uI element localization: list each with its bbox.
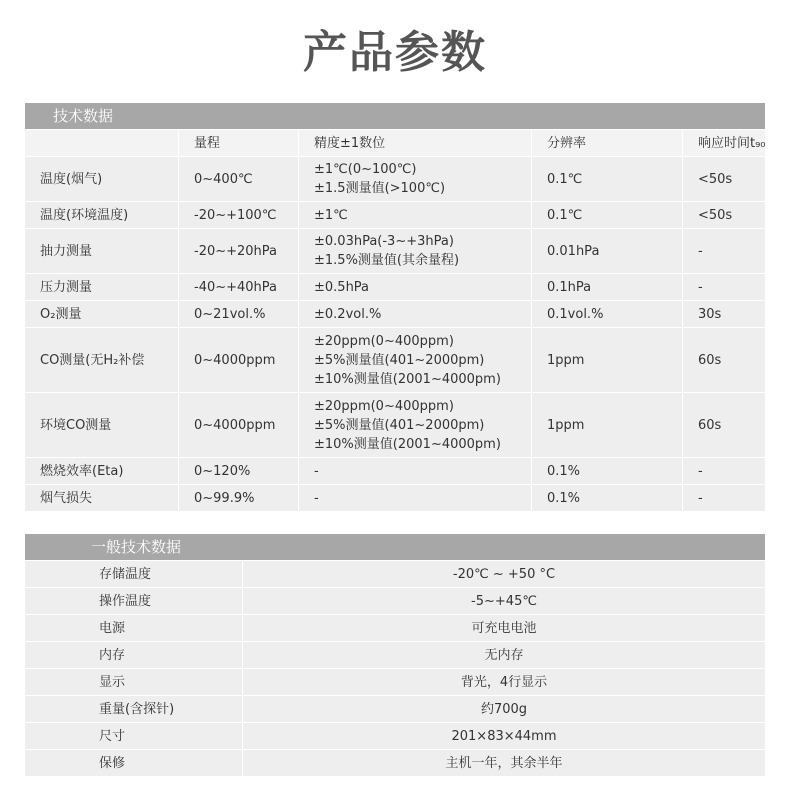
spec-label: 存储温度 (99, 566, 152, 582)
cell-line: ±5%测量值(401~2000pm) (314, 417, 485, 433)
response-time-value: - (682, 458, 765, 484)
cell-line: ±0.2vol.% (314, 306, 382, 322)
column-header: 精度±1数位 (298, 130, 531, 156)
cell-line: ±1℃ (314, 207, 348, 223)
table-row (25, 201, 765, 228)
response-time-value: - (682, 229, 765, 273)
column-header: 响应时间t₉₀ (682, 130, 765, 156)
spec-label: 保修 (99, 755, 126, 771)
table-row (25, 457, 765, 484)
response-time-value: 30s (682, 301, 765, 327)
cell-line: - (314, 490, 319, 506)
spec-value: 约700g (242, 696, 765, 722)
response-time-value: 60s (682, 393, 765, 457)
spec-label: 操作温度 (99, 593, 152, 609)
response-time-value: - (682, 274, 765, 300)
parameter-name: 压力测量 (40, 279, 93, 295)
table-row (25, 749, 765, 776)
column-header (25, 130, 178, 156)
resolution-value: 0.1℃ (531, 202, 682, 228)
resolution-value: 1ppm (531, 393, 682, 457)
range-value: 0~400℃ (178, 157, 298, 201)
spec-value: 背光，4行显示 (242, 669, 765, 695)
parameter-name: 温度(烟气) (40, 171, 103, 187)
cell-line: ±1℃(0~100℃) (314, 162, 417, 177)
general-section-header (25, 534, 765, 560)
table-header-row (25, 129, 765, 156)
resolution-value: 0.1vol.% (531, 301, 682, 327)
table-row (25, 560, 765, 587)
cell-line: ±10%测量值(2001~4000pm) (314, 371, 501, 387)
resolution-value: 0.1% (531, 458, 682, 484)
general-data-table (25, 560, 765, 776)
spec-value: -20℃ ~ +50 °C (242, 561, 765, 587)
accuracy-value (298, 274, 531, 300)
spec-label: 显示 (99, 674, 126, 690)
parameter-name: 温度(环境温度) (40, 207, 129, 223)
parameter-name: 环境CO测量 (40, 417, 112, 433)
resolution-value: 0.1hPa (531, 274, 682, 300)
parameter-name: 烟气损失 (40, 490, 93, 506)
resolution-value: 1ppm (531, 328, 682, 392)
column-header: 量程 (178, 130, 298, 156)
accuracy-value (298, 157, 531, 201)
range-value: 0~99.9% (178, 485, 298, 511)
accuracy-value (298, 393, 531, 457)
response-time-value: <50s (682, 157, 765, 201)
resolution-value: 0.1% (531, 485, 682, 511)
resolution-value: 0.1℃ (531, 157, 682, 201)
table-row (25, 156, 765, 201)
tech-section-title: 技术数据 (53, 107, 114, 125)
general-section-title: 一般技术数据 (91, 538, 182, 556)
parameter-name: O₂测量 (40, 306, 82, 322)
cell-line: ±1.5测量值(>100℃) (314, 181, 446, 196)
accuracy-value (298, 229, 531, 273)
range-value: 0~4000ppm (178, 393, 298, 457)
resolution-value: 0.01hPa (531, 229, 682, 273)
spec-label: 电源 (99, 620, 126, 636)
parameter-name: 燃烧效率(Eta) (40, 463, 124, 479)
spec-value: 201×83×44mm (242, 723, 765, 749)
response-time-value: - (682, 485, 765, 511)
table-row (25, 722, 765, 749)
tech-data-table (25, 129, 765, 511)
tech-section-header (25, 103, 765, 129)
table-row (25, 668, 765, 695)
table-row (25, 392, 765, 457)
range-value: -40~+40hPa (178, 274, 298, 300)
cell-line: ±5%测量值(401~2000pm) (314, 352, 485, 368)
table-row (25, 300, 765, 327)
cell-line: ±20ppm(0~400ppm) (314, 398, 454, 414)
spec-label: 重量(含探针) (99, 701, 175, 717)
cell-line: ±10%测量值(2001~4000pm) (314, 436, 501, 452)
accuracy-value (298, 328, 531, 392)
accuracy-value (298, 485, 531, 511)
cell-line: ±1.5%测量值(其余量程) (314, 253, 460, 268)
column-header: 分辨率 (531, 130, 682, 156)
parameter-name: 抽力测量 (40, 243, 93, 259)
accuracy-value (298, 202, 531, 228)
page-title: 产品参数 (303, 27, 487, 78)
response-time-value: <50s (682, 202, 765, 228)
response-time-value: 60s (682, 328, 765, 392)
range-value: 0~120% (178, 458, 298, 484)
accuracy-value (298, 458, 531, 484)
spec-value: -5~+45℃ (242, 588, 765, 614)
table-row (25, 614, 765, 641)
range-value: 0~4000ppm (178, 328, 298, 392)
parameter-name: CO测量(无H₂补偿 (40, 352, 145, 368)
table-row (25, 273, 765, 300)
cell-line: ±20ppm(0~400ppm) (314, 333, 454, 349)
table-row (25, 641, 765, 668)
table-row (25, 587, 765, 614)
spec-value: 主机一年，其余半年 (242, 750, 765, 776)
range-value: -20~+100℃ (178, 202, 298, 228)
cell-line: ±0.03hPa(-3~+3hPa) (314, 234, 454, 249)
spec-label: 内存 (99, 647, 126, 663)
cell-line: ±0.5hPa (314, 279, 370, 295)
table-row (25, 484, 765, 511)
accuracy-value (298, 301, 531, 327)
range-value: 0~21vol.% (178, 301, 298, 327)
spec-value: 可充电电池 (242, 615, 765, 641)
table-row (25, 327, 765, 392)
table-row (25, 228, 765, 273)
table-row (25, 695, 765, 722)
range-value: -20~+20hPa (178, 229, 298, 273)
cell-line: - (314, 463, 319, 479)
spec-value: 无内存 (242, 642, 765, 668)
spec-label: 尺寸 (99, 728, 126, 744)
